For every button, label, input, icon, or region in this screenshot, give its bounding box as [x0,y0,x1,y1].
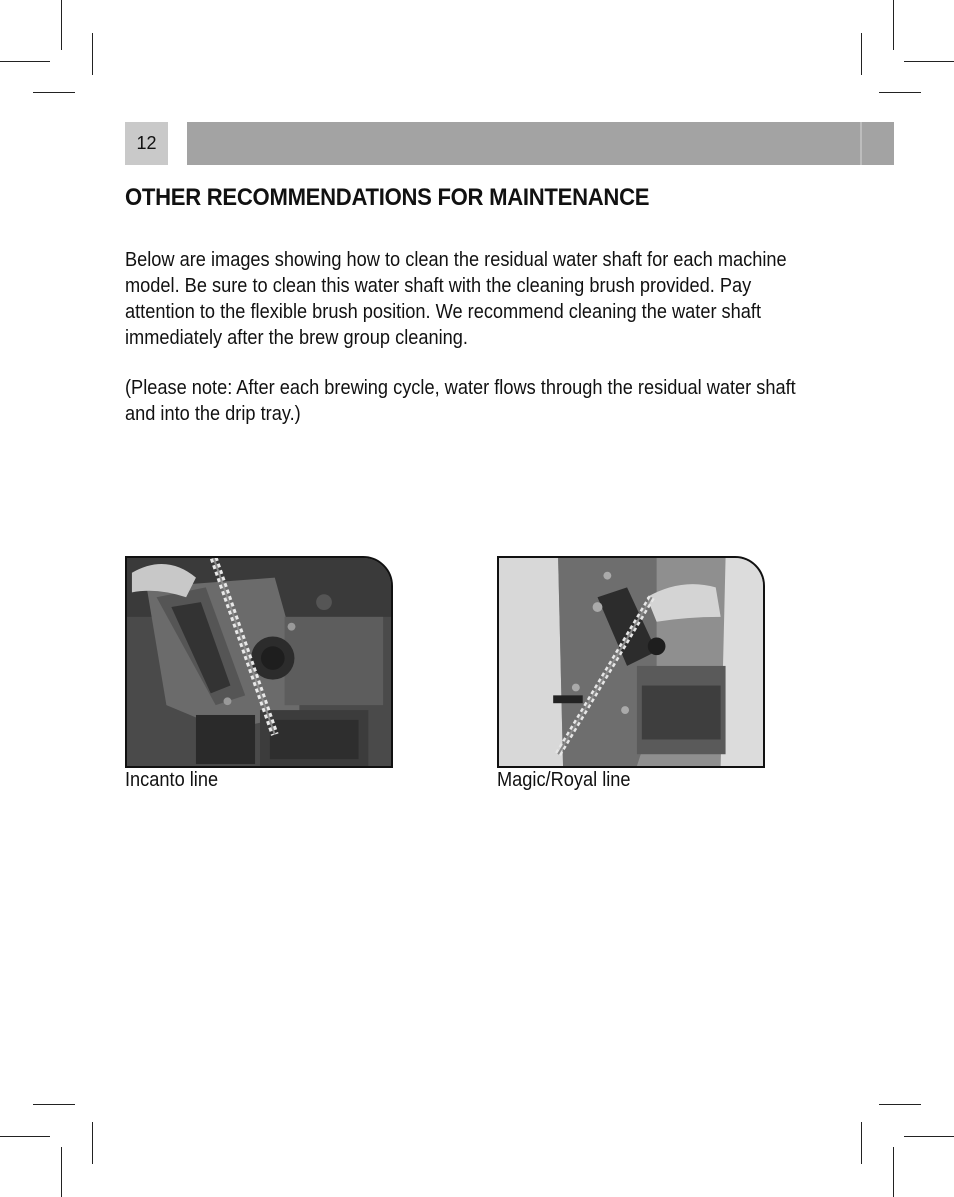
figure-caption: Magic/Royal line [497,769,631,791]
crop-mark [879,1104,921,1105]
crop-mark [893,1147,894,1197]
crop-mark [33,1104,75,1105]
page-title: OTHER RECOMMENDATIONS FOR MAINTENANCE [125,184,650,211]
header-bar [187,122,894,165]
crop-mark [61,0,62,50]
crop-mark [0,1136,50,1137]
magic-royal-photo [497,556,765,768]
incanto-photo [125,556,393,768]
page-number: 12 [125,122,168,165]
crop-mark [33,92,75,93]
crop-mark [893,0,894,50]
crop-mark [92,1122,93,1164]
crop-mark [92,33,93,75]
crop-mark [904,61,954,62]
note-paragraph: (Please note: After each brewing cycle, water flows through the residual water shaft and into the drip tray.) [125,377,796,425]
crop-mark [904,1136,954,1137]
header-bar-divider [860,122,862,165]
crop-mark [61,1147,62,1197]
crop-mark [861,33,862,75]
body-paragraph: Below are images showing how to clean the residual water shaft for each machine model. Be sure to clean this water shaft with the cleaning brush provided. Pay attention to the flexible brush position. We recommend cleaning the water shaft immediately after the brew group cleaning. [125,249,787,349]
figure-caption: Incanto line [125,769,219,791]
crop-mark [0,61,50,62]
crop-mark [879,92,921,93]
crop-mark [861,1122,862,1164]
